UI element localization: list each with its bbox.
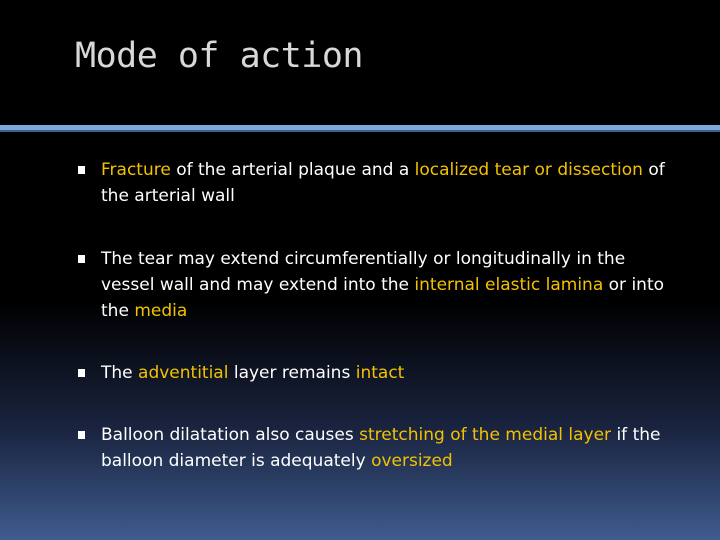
bullet-segment: media — [134, 301, 188, 321]
bullet-text — [101, 422, 681, 474]
bullet-segment: or into the — [101, 275, 665, 321]
bullet-segment: The tear may extend circumferentially or longitudinally in the vessel wall and may extend into the — [101, 249, 626, 295]
bullet-segment: internal elastic lamina — [414, 275, 604, 295]
bullet-segment: layer remains — [228, 363, 356, 383]
bullet-segment: stretching of the medial layer — [359, 425, 612, 445]
bullet-segment: localized tear or dissection — [414, 160, 643, 180]
bullet-segment: of the arterial plaque and a — [170, 160, 415, 180]
slide-title: Mode of action — [75, 36, 364, 76]
bullet-segment: adventitial — [138, 363, 229, 383]
bullet-segment: The — [101, 363, 139, 383]
bullet-segment: intact — [355, 363, 405, 383]
square-bullet-icon — [78, 369, 85, 377]
square-bullet-icon — [78, 166, 85, 174]
square-bullet-icon — [78, 431, 85, 439]
bullet-text — [101, 360, 681, 386]
bullet-segment: Balloon dilatation also causes — [101, 425, 360, 445]
bullet-segment: Fracture — [101, 160, 171, 180]
bullet-segment: if the balloon diameter is adequately — [101, 425, 661, 471]
square-bullet-icon — [78, 255, 85, 263]
bullet-segment: of the arterial wall — [101, 160, 665, 206]
bullet-text — [101, 157, 681, 209]
bullet-text — [101, 246, 681, 324]
bullet-segment: oversized — [371, 451, 453, 471]
title-divider-shadow — [0, 130, 720, 132]
